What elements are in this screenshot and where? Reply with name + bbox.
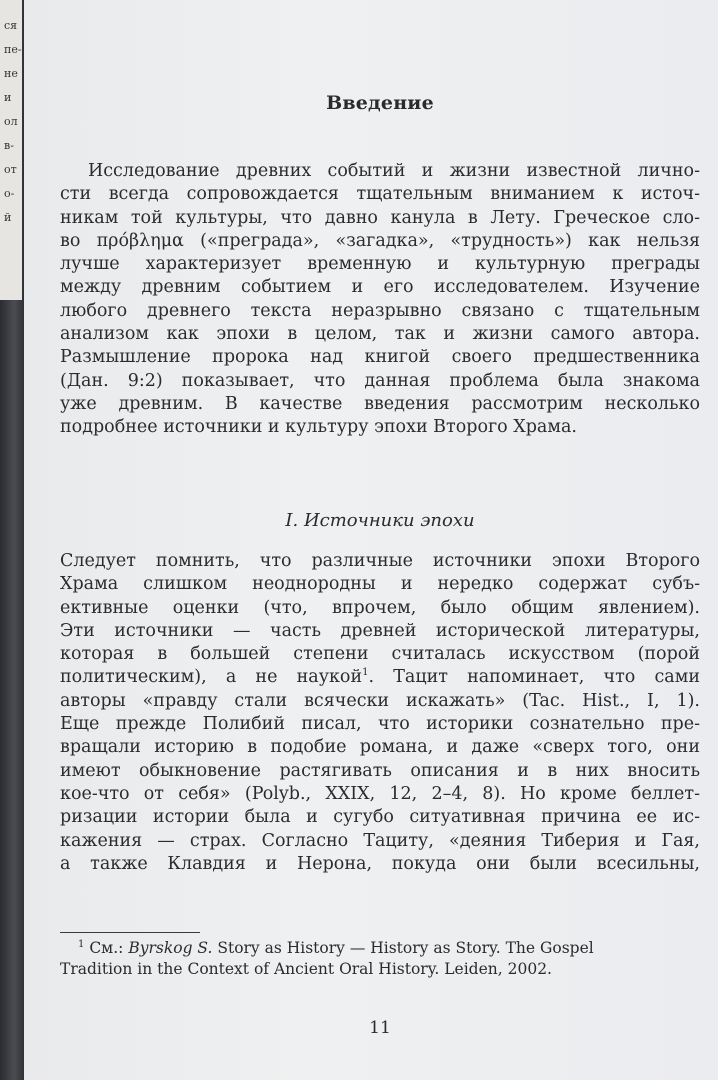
facing-page-fragment: ся: [4, 19, 18, 32]
text-line: вращали историю в подобие романа, и даже «сверх того, они: [60, 737, 700, 758]
footnote-text-1: Story as History — History as Story. The Gospel: [217, 939, 594, 957]
text-line: ективные оценки (что, впрочем, было общим явлением).: [60, 597, 700, 618]
section-paragraph: [60, 550, 700, 876]
footnote-ref: 1: [362, 667, 369, 679]
text-line: сти всегда сопровождается тщательным вниманием к источ-: [60, 184, 700, 205]
text-line: кажения — страх. Согласно Тациту, «деяния Тиберия и Гая,: [60, 830, 700, 851]
page-number: 11: [369, 1018, 391, 1038]
text-line: которая в большей степени считалась искусством (порой: [60, 644, 700, 665]
text-line: между древним событием и его исследователем. Изучение: [60, 277, 700, 298]
text-line: кое-что от себя» (Polyb., XXIX, 12, 2–4, 8). Но кроме беллет-: [60, 783, 700, 804]
text-line: Размышление пророка над книгой своего предшественника: [60, 347, 700, 368]
text-line: Исследование древних событий и жизни известной лично-: [88, 161, 700, 181]
facing-page-fragment: не: [4, 67, 18, 80]
text-line: а также Клавдия и Нерона, покуда они были всесильны,: [60, 853, 700, 874]
text-line: во πρόβλημα («преграда», «загадка», «трудность») как нельзя: [60, 230, 700, 251]
text-line-part: . Тацит напоминает, что сами: [368, 667, 700, 688]
text-line: Храма слишком неоднородны и нередко содержат субъ-: [60, 574, 700, 595]
book-page: [24, 0, 718, 1080]
text-line-part: политическим), а не наукой: [60, 667, 363, 688]
footnote: [60, 938, 700, 980]
intro-paragraph: [60, 160, 700, 440]
footnote-number: 1: [78, 938, 85, 950]
section-heading: I. Источники эпохи: [285, 510, 475, 531]
text-line: подробнее источники и культуру эпохи Второго Храма.: [60, 417, 577, 438]
text-line: ризации истории была и сугубо ситуативная причина ее ис-: [60, 807, 700, 828]
text-line: никам той культуры, что давно канула в Лету. Греческое сло-: [60, 207, 700, 228]
text-line: любого древнего текста неразрывно связано с тщательным: [60, 300, 700, 321]
text-line: имеют обыкновение растягивать описания и в них вносить: [60, 760, 700, 781]
footnote-author: Byrskog S.: [128, 939, 213, 957]
facing-page-fragment: от: [4, 163, 17, 176]
text-line: Следует помнить, что различные источники эпохи Второго: [60, 551, 700, 571]
footnote-prefix: См.:: [89, 939, 124, 957]
text-line: Еще прежде Полибий писал, что историки сознательно пре-: [60, 714, 700, 735]
text-line: анализом как эпохи в целом, так и жизни самого автора.: [60, 324, 700, 345]
chapter-title: Введение: [326, 92, 434, 114]
facing-page-fragment: ол: [4, 115, 18, 128]
text-line: [60, 666, 700, 689]
text-line: уже древним. В качестве введения рассмотрим несколько: [60, 393, 700, 414]
facing-page-fragment: и: [4, 91, 12, 104]
facing-page-fragment: пе-: [4, 43, 22, 56]
footnote-rule: [60, 932, 200, 933]
footnote-text-2: Tradition in the Context of Ancient Oral History. Leiden, 2002.: [60, 960, 552, 978]
facing-page-fragment: о-: [4, 187, 15, 200]
facing-page-sliver: [0, 0, 22, 300]
text-line: (Дан. 9:2) показывает, что данная проблема была знакома: [60, 370, 700, 391]
text-line: Эти источники — часть древней исторической литературы,: [60, 620, 700, 641]
text-line: авторы «правду стали всячески искажать» (Tac. Hist., I, 1).: [60, 690, 700, 711]
facing-page-fragment: й: [4, 211, 12, 224]
text-line: лучше характеризует временную и культурную преграды: [60, 254, 700, 275]
facing-page-fragment: в-: [4, 139, 14, 152]
